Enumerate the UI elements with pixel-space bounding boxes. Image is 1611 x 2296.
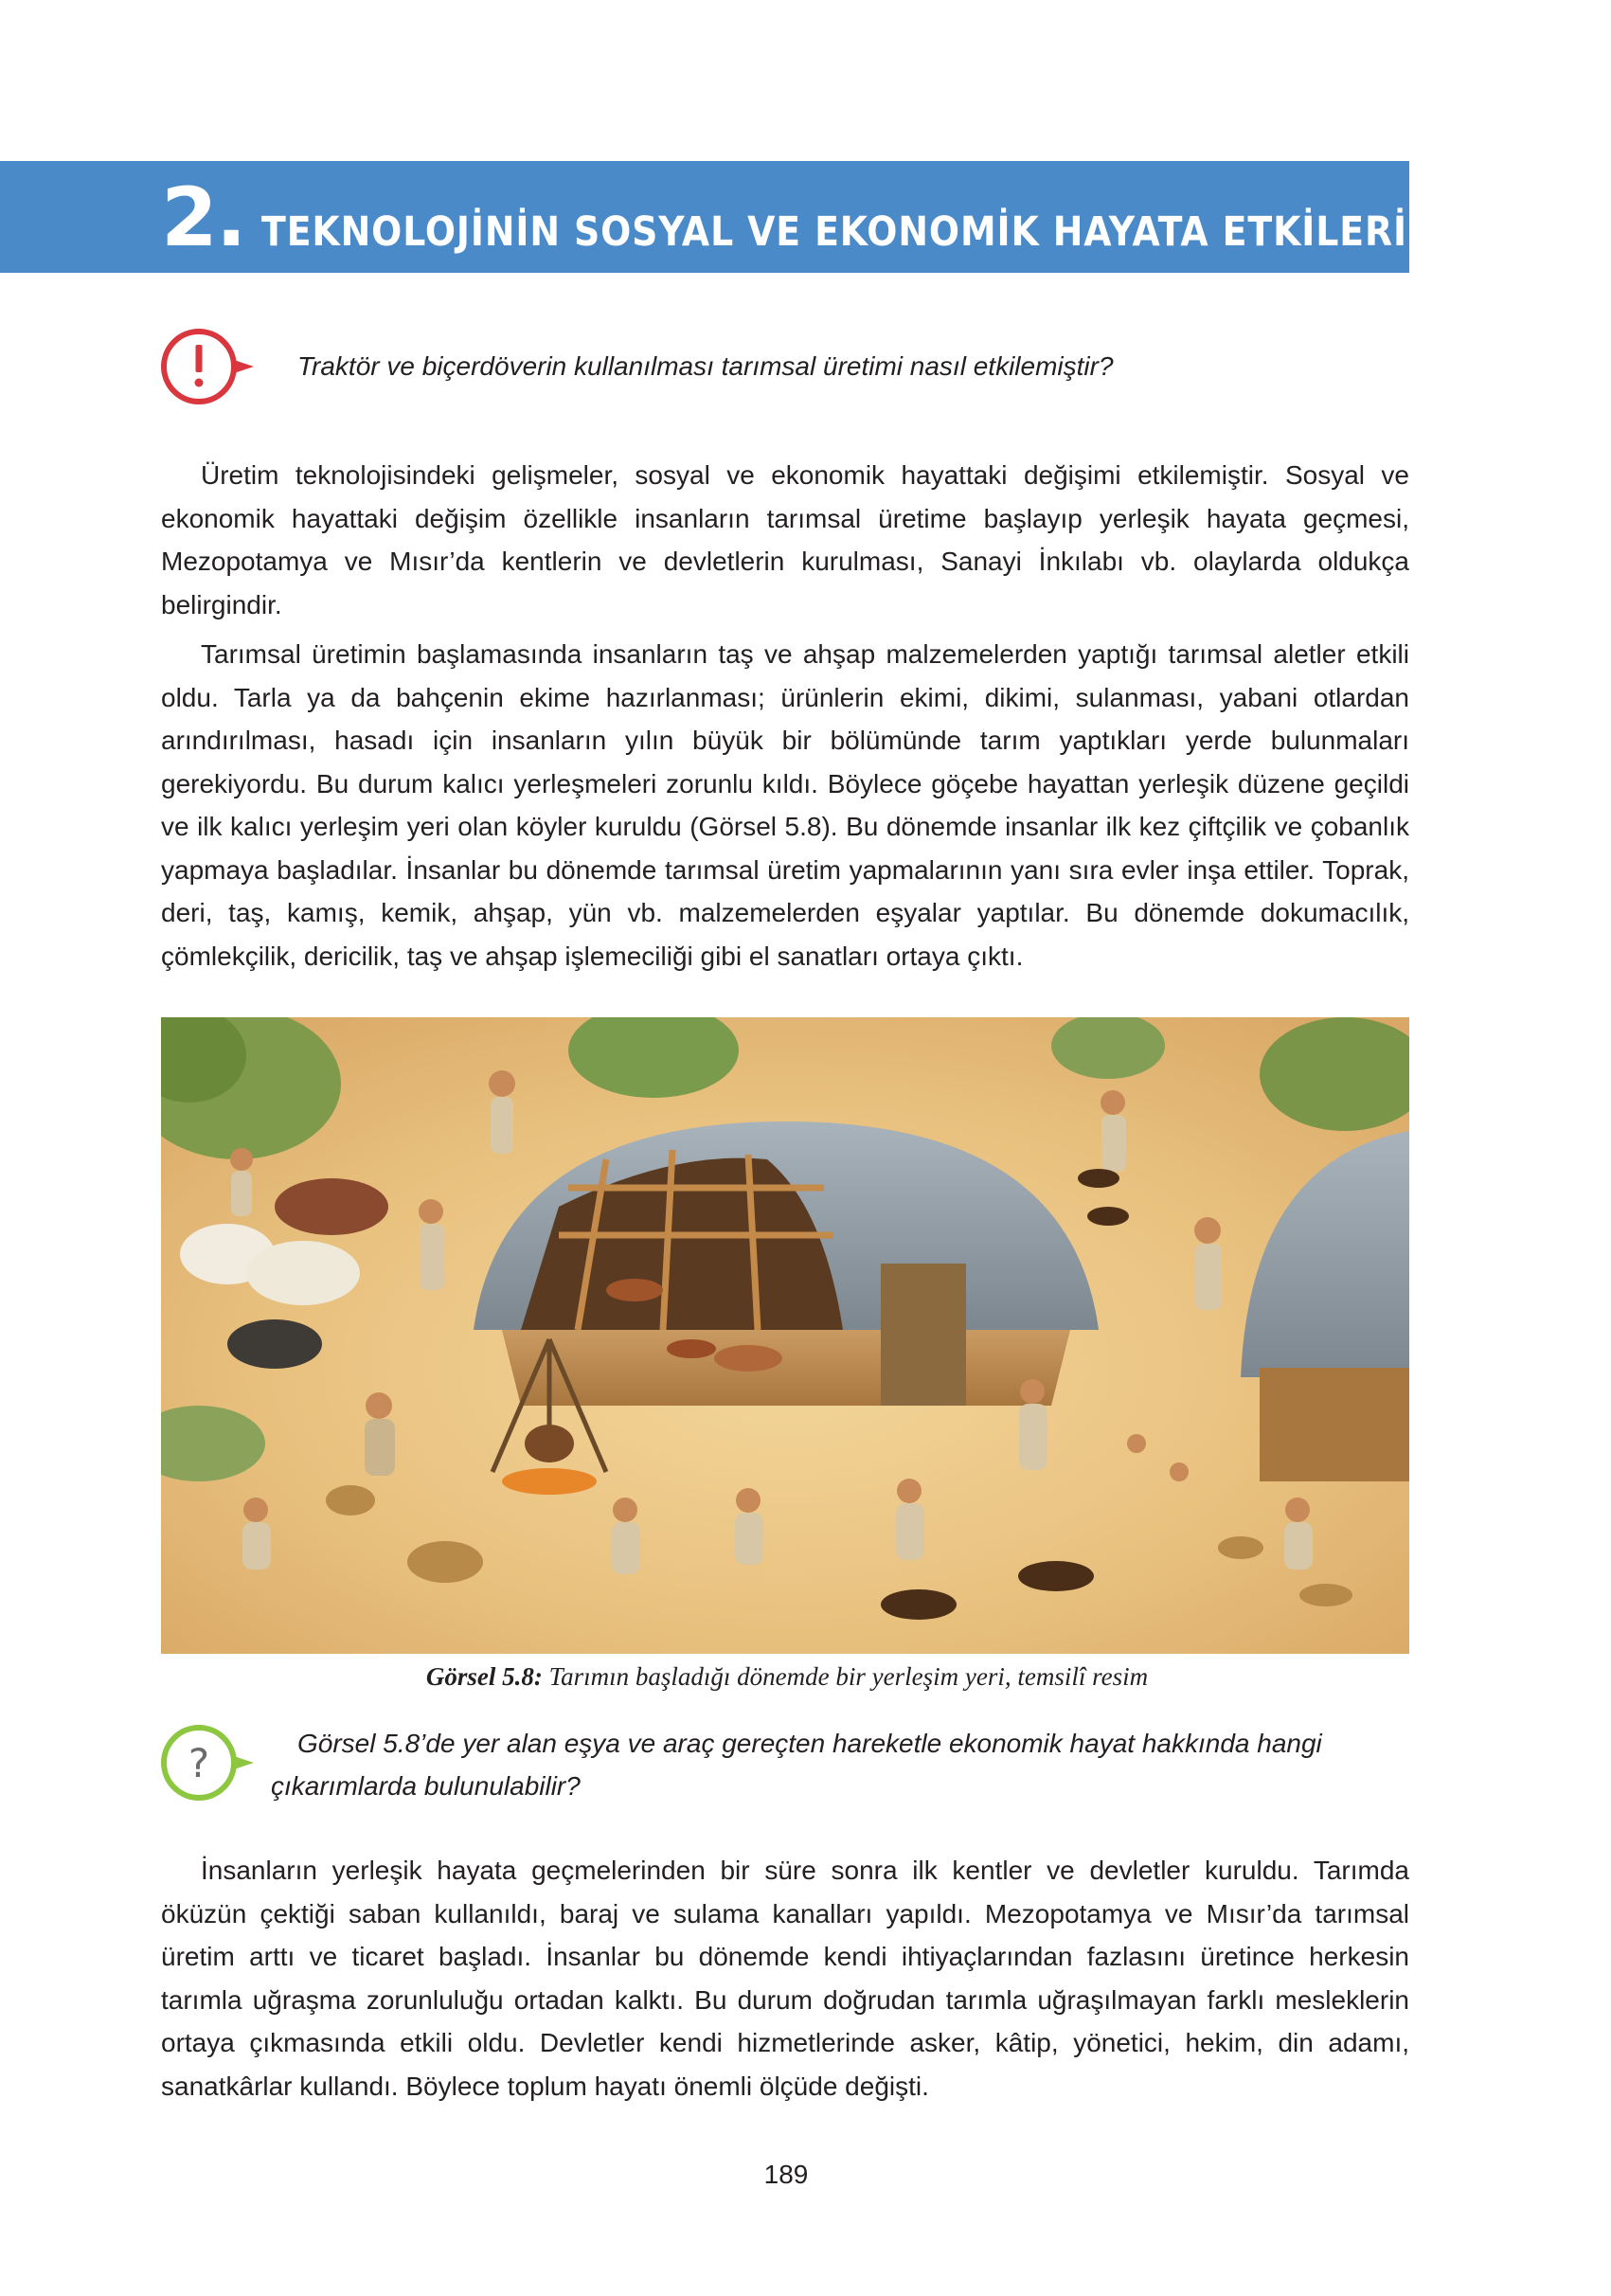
figure-caption	[0, 1659, 1574, 1694]
paragraph-3: İnsanların yerleşik hayata geçmelerinden bir süre sonra ilk kentler ve devletler kuruldu. Tarımda öküzün çektiği saban kullanıldı, baraj ve sulama kanalları yapıldı. Mezopotamya ve Mısır’da tarımsal üretim arttı ve ticaret başladı. İnsanlar bu dönemde kendi ihtiyaçlarından fazlasını üretince herkesin tarımla uğraşma zorunluluğu ortadan kalktı. Bu durum doğrudan tarımla uğraşılmayan farklı mesleklerin ortaya çıkmasında etkili oldu. Devletler kendi hizmetlerinde asker, kâtip, yönetici, hekim, din adamı, sanatkârlar kullandı. Böylece toplum hayatı önemli ölçüde değişti.	[161, 1856, 1409, 2101]
question-mark-icon	[159, 1722, 254, 1807]
question-callout	[159, 1722, 1409, 1817]
settlement-illustration	[161, 1017, 1409, 1654]
svg-text:?: ?	[188, 1740, 210, 1786]
neolithic-village-image	[161, 1017, 1409, 1654]
question-text: Görsel 5.8’de yer alan eşya ve araç gereçten hareketle ekonomik hayat hakkında hangi çıkarımlarda bulunulabilir?	[271, 1729, 1322, 1801]
chapter-title: TEKNOLOJİNİN SOSYAL VE EKONOMİK HAYATA ETKİLERİ	[261, 208, 1407, 256]
caption-text: Tarımın başladığı dönemde bir yerleşim yeri, temsilî resim	[548, 1662, 1149, 1691]
exclamation-icon	[159, 326, 254, 411]
exclamation-callout	[159, 326, 1409, 411]
caption-label: Görsel 5.8:	[425, 1662, 543, 1691]
paragraph-1: Üretim teknolojisindeki gelişmeler, sosyal ve ekonomik hayattaki değişimi etkilemiştir. Sosyal ve ekonomik hayattaki değişim özellikle insanların tarımsal üretime başlayıp yerleşik hayata geçmesi, Mezopotamya ve Mısır’da kentlerin ve devletlerin kurulması, Sanayi İnkılabı vb. olaylarda oldukça belirgindir.	[161, 460, 1409, 619]
exclamation-question-text: Traktör ve biçerdöverin kullanılması tarımsal üretimi nasıl etkilemiştir?	[297, 351, 1114, 381]
chapter-number: 2.	[161, 170, 245, 265]
page-number: 189	[763, 2160, 809, 2189]
paragraph-2: Tarımsal üretimin başlamasında insanların taş ve ahşap malzemelerden yaptığı tarımsal aletler etkili oldu. Tarla ya da bahçenin ekime hazırlanması; ürünlerin ekimi, dikimi, sulanması, yabani otlardan arındırılması, hasadı için insanların yılın büyük bir bölümünde tarım yaptıkları yerde bulunmaları gerekiyordu. Bu durum kalıcı yerleşmeleri zorunlu kıldı. Böylece göçebe hayattan yerleşik düzene geçildi ve ilk kalıcı yerleşim yeri olan köyler kuruldu (Görsel 5.8). Bu dönemde insanlar ilk kez çiftçilik ve çobanlık yapmaya başladılar. İnsanlar bu dönemde tarımsal üretim yapmalarının yanı sıra evler inşa ettiler. Toprak, deri, taş, kamış, kemik, ahşap, yün vb. malzemelerden eşyalar yaptılar. Bu dönemde dokumacılık, çömlekçilik, dericilik, taş ve ahşap işlemeciliği gibi el sanatları ortaya çıktı.	[161, 639, 1409, 971]
